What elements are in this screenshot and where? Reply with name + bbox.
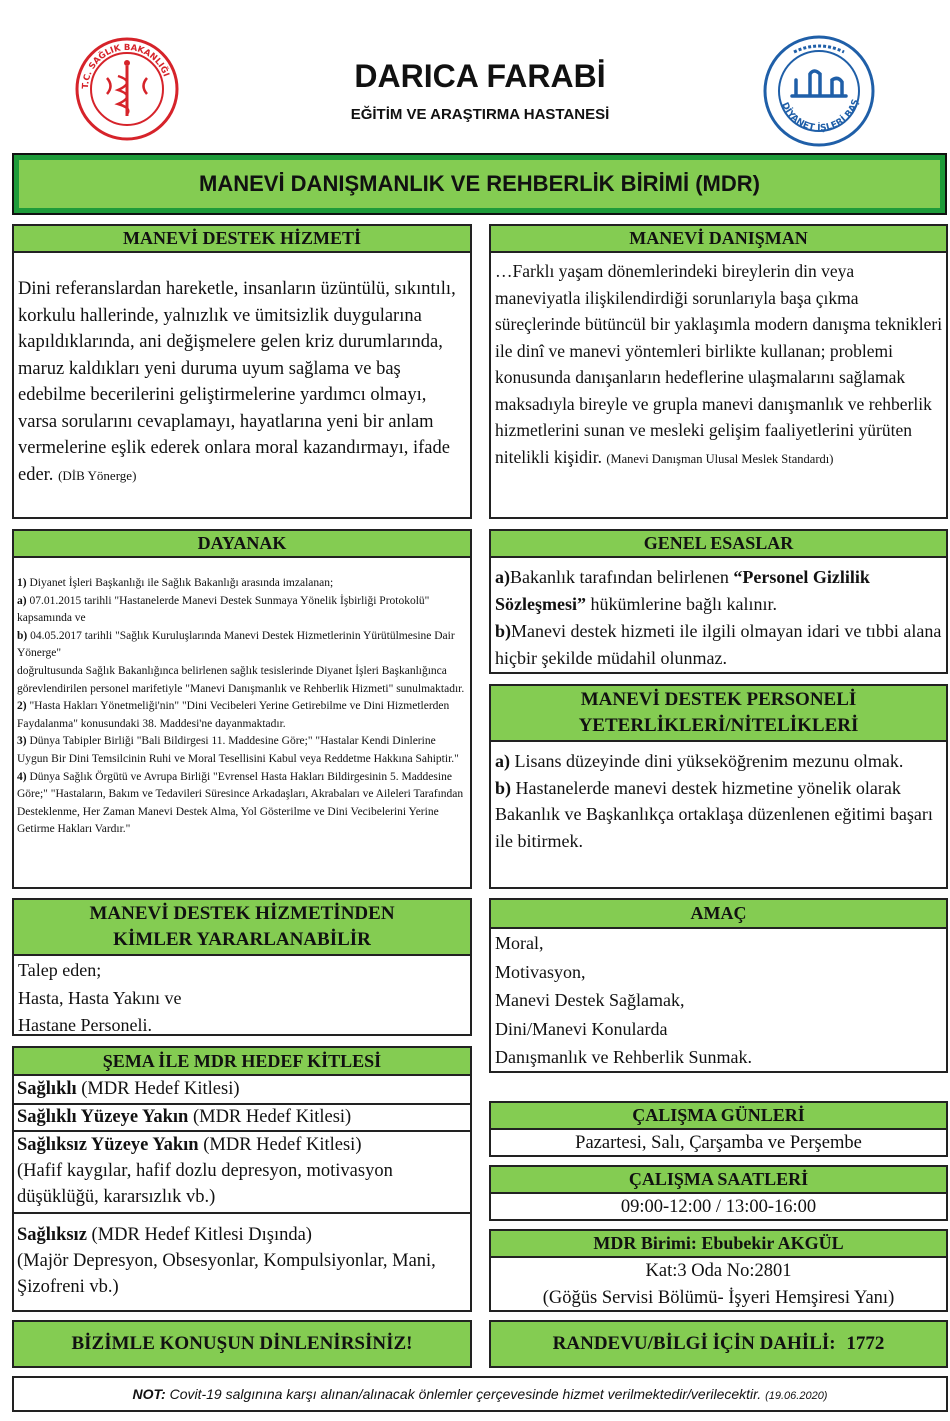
covid-note: [12, 1376, 948, 1412]
genel-heading: GENEL ESASLAR: [491, 531, 946, 558]
amac-line: Moral,: [495, 933, 544, 953]
note-label: NOT:: [132, 1386, 166, 1402]
danisman-source: (Manevi Danışman Ulusal Meslek Standardı): [606, 451, 834, 466]
sema-heading: ŞEMA İLE MDR HEDEF KİTLESİ: [14, 1048, 470, 1076]
birim-panel: [489, 1229, 948, 1312]
genel-panel: [489, 529, 948, 674]
saatler-heading: ÇALIŞMA SAATLERİ: [491, 1167, 946, 1194]
sema-panel: [12, 1046, 472, 1312]
genel-item-a: a)Bakanlık tarafından belirlenen “Personel Gizlilik Sözleşmesi” hükümlerine bağlı kalınır.: [495, 567, 870, 614]
amac-line: Dini/Manevi Konularda: [495, 1018, 668, 1039]
note-text: Covit-19 salgınına karşı alınan/alınacak önlemler çerçevesinde hizmet verilmektedir/verilecektir.: [165, 1386, 762, 1402]
amac-line: Manevi Destek Sağlamak,: [495, 990, 685, 1010]
dayanak-item: doğrultusunda Sağlık Bakanlığınca belirlenen sağlık tesislerinde Diyanet İşleri Başkanlığınca görevlendirilen personel marifetiyle "Manevi Danışmanlık ve Rehberlik Hizmeti" sunulmaktadır.: [17, 664, 465, 695]
kimler-line: Hasta, Hasta Yakını ve: [18, 987, 182, 1008]
danisman-panel: [489, 224, 948, 519]
sema-row: Sağlıksız (MDR Hedef Kitlesi Dışında) (Majör Depresyon, Obsesyonlar, Kompulsiyonlar, Mani, Şizofreni vb.): [14, 1212, 470, 1300]
birim-heading: MDR Birimi: Ebubekir AKGÜL: [491, 1231, 946, 1258]
saatler-value: 09:00-12:00 / 13:00-16:00: [620, 1197, 817, 1217]
birim-location-detail: (Göğüs Servisi Bölümü- İşyeri Hemşiresi Yanı): [542, 1288, 895, 1308]
personel-item-b: b) Hastanelerde manevi destek hizmetine yönelik olarak Bakanlık ve Başkanlıkça ortaklaşa düzenlenen eğitimi başarı ile bitirmek.: [495, 777, 933, 851]
personel-heading: [491, 686, 946, 742]
gunler-panel: [489, 1101, 948, 1157]
unit-banner-inner: [19, 160, 940, 208]
danisman-content: [491, 253, 946, 470]
personel-panel: [489, 684, 948, 889]
sema-row: Sağlıklı (MDR Hedef Kitlesi): [17, 1079, 240, 1099]
sema-row: Sağlıksız Yüzeye Yakın (MDR Hedef Kitlesi) (Hafif kaygılar, hafif dozlu depresyon, motivasyon düşüklüğü, kararsızlık vb.): [14, 1130, 470, 1212]
contact-label: RANDEVU/BİLGİ İÇİN DAHİLİ:: [552, 1333, 836, 1354]
talk-banner-text: BİZİMLE KONUŞUN DİNLENİRSİNİZ!: [71, 1333, 413, 1354]
dayanak-item: 1) Diyanet İşleri Başkanlığı ile Sağlık Bakanlığı arasında imzalanan;: [17, 577, 334, 589]
diyanet-logo-text: DİYANET İŞLERİ BAŞ: [779, 98, 862, 134]
personel-content: [491, 742, 946, 854]
kimler-heading-line1: MANEVİ DESTEK HİZMETİNDEN: [89, 903, 395, 924]
personel-item-a: a) Lisans düzeyinde dini yükseköğrenim mezunu olmak.: [495, 751, 904, 771]
birim-location: Kat:3 Oda No:2801: [645, 1261, 792, 1281]
ministry-logo-text: T.C. SAĞLIK BAKANLIĞI: [80, 42, 171, 90]
sema-row: Sağlıklı Yüzeye Yakın (MDR Hedef Kitlesi): [14, 1103, 470, 1130]
destek-body: Dini referanslardan hareketle, insanların üzüntülü, sıkıntılı, korkulu hallerinde, yalnızlık ve ümitsizlik duygularına kapıldıklarında, ani değişmelere gelen kriz durumlarında, maruz kaldıkları yeni duruma uyum sağlama ve baş edebilme becerilerini geliştirmelerine yardımcı olmayı, varsa sorularını cevaplamayı, hayatlarına yeni bir anlam vermelerine eşlik ederek onlara moral kazandırmayı, ifade eder.: [18, 279, 456, 485]
unit-banner-title: MANEVİ DANIŞMANLIK VE REHBERLİK BİRİMİ (MDR): [199, 171, 760, 196]
diyanet-logo: [762, 34, 876, 148]
dayanak-item: 2) "Hasta Hakları Yönetmeliği'nin" "Dini Vecibeleri Yerine Getirebilme ve Dini Hizmetlerden Faydalanma" konusundaki 38. Maddesi'ne dayanmaktadır.: [17, 700, 450, 730]
personel-heading-line2: YETERLİKLERİ/NİTELİKLERİ: [578, 715, 859, 736]
kimler-line: Talep eden;: [18, 960, 102, 980]
danisman-heading: MANEVİ DANIŞMAN: [491, 226, 946, 253]
amac-heading: AMAÇ: [491, 900, 946, 929]
amac-content: [491, 929, 946, 1072]
destek-panel: [12, 224, 472, 519]
genel-item-b: b)Manevi destek hizmeti ile ilgili olmayan idari ve tıbbi alana hiçbir şekilde müdahil olunmaz.: [495, 621, 942, 668]
dayanak-panel: [12, 529, 472, 889]
kimler-content: [14, 956, 470, 1040]
ministry-of-health-logo: [74, 36, 180, 142]
amac-line: Motivasyon,: [495, 961, 586, 982]
kimler-panel: [12, 898, 472, 1036]
hospital-subtitle: EĞİTİM VE ARAŞTIRMA HASTANESİ: [350, 106, 610, 123]
dayanak-item: 3) Dünya Tabipler Birliği "Bali Bildirgesi 11. Maddesine Göre;" "Hastalar Kendi Dinlerine Uygun Bir Dini Temsilcinin Ruhi ve Moral Tesellisini Kabul veya Reddetme Hakkına Sahiptir.": [17, 735, 459, 765]
talk-banner: [12, 1320, 472, 1368]
destek-content: [14, 253, 470, 489]
dayanak-item: 4) Dünya Sağlık Örgütü ve Avrupa Birliği "Evrensel Hasta Hakları Bildirgesinin 5. Maddesine Göre;" "Hastaların, Bakım ve Tedavileri Süresince Arkadaşları, Akrabaları ve Aileleri Tarafından Desteklenme, Her Zaman Manevi Destek Alma, Yol Gösterilme ve Dini Vecibelerini Yerine Getirme Hakları Vardır.": [17, 770, 464, 836]
gunler-value: Pazartesi, Salı, Çarşamba ve Perşembe: [575, 1133, 862, 1153]
note-date: (19.06.2020): [765, 1390, 828, 1402]
dayanak-item: a) 07.01.2015 tarihli "Hastanelerde Manevi Destek Sunmaya Yönelik İşbirliği Protokolü" kapsamında ve: [17, 594, 430, 625]
kimler-line: Hastane Personeli.: [18, 1015, 152, 1035]
amac-line: Danışmanlık ve Rehberlik Sunmak.: [495, 1047, 752, 1067]
amac-panel: [489, 898, 948, 1073]
destek-heading: MANEVİ DESTEK HİZMETİ: [14, 226, 470, 253]
kimler-heading-line2: KİMLER YARARLANABİLİR: [113, 929, 371, 950]
kimler-heading: [14, 900, 470, 956]
dayanak-heading: DAYANAK: [14, 531, 470, 558]
danisman-body: …Farklı yaşam dönemlerindeki bireylerin din veya maneviyatla ilişkilendirdiği sorunlarıyla başa çıkma süreçlerinde bütüncül bir yaklaşımla modern danışma teknikleri ile dinî ve manevi yöntemleri birlikte kullanan; problemi konusunda danışanların hedeflerine ulaşmalarını sağlamak maksadıyla bireyle ve grupla manevi danışmanlık ve rehberlik hizmetlerini sunan ve mesleki gelişim faaliyetlerini yürüten nitelikli kişidir.: [495, 261, 943, 467]
gunler-heading: ÇALIŞMA GÜNLERİ: [491, 1103, 946, 1130]
dayanak-list: [14, 558, 470, 839]
personel-heading-line1: MANEVİ DESTEK PERSONELİ: [580, 689, 857, 710]
saatler-panel: [489, 1165, 948, 1221]
destek-source: (DİB Yönerge): [58, 467, 137, 483]
contact-extension: 1772: [846, 1333, 885, 1354]
contact-banner: [489, 1320, 948, 1368]
hospital-title: DARICA FARABİ: [354, 58, 606, 94]
unit-banner: [12, 153, 947, 215]
dayanak-item: b) 04.05.2017 tarihli "Sağlık Kuruluşlarında Manevi Destek Hizmetlerinin Yürütülmesine Dair Yönerge": [17, 629, 455, 660]
genel-content: [491, 558, 946, 672]
